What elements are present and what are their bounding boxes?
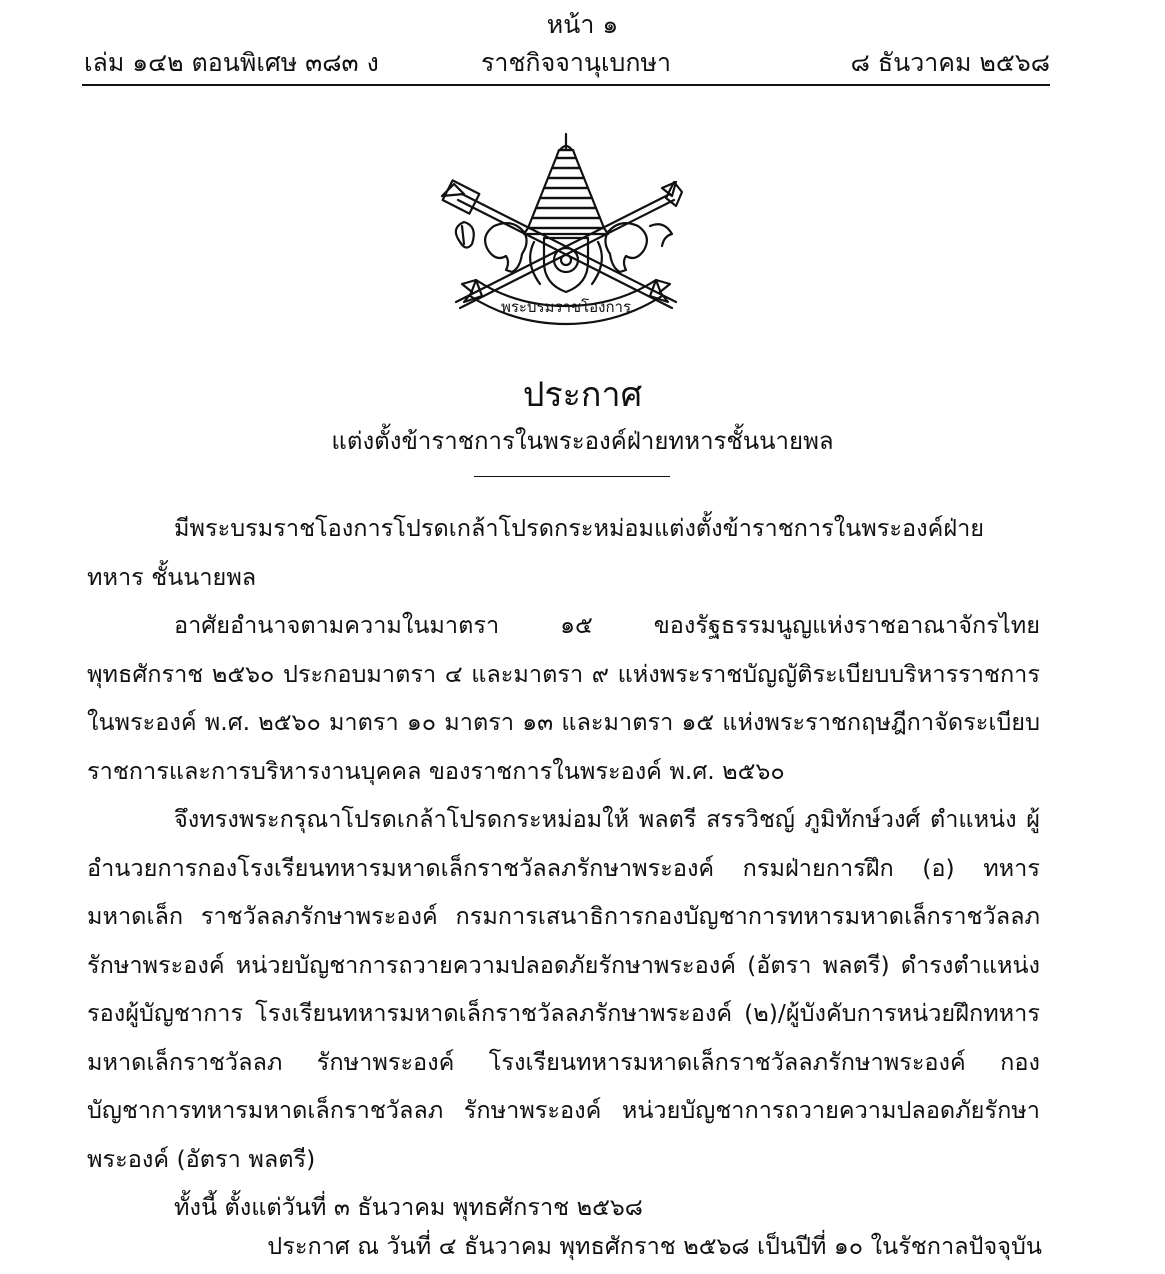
header-divider bbox=[82, 84, 1050, 86]
publication-name: ราชกิจจานุเบกษา bbox=[481, 48, 672, 77]
page-number: หน้า ๑ bbox=[546, 10, 619, 39]
announcement-date-line: ประกาศ ณ วันที่ ๔ ธันวาคม พุทธศักราช ๒๕๖๘ เป็นปีที่ ๑๐ ในรัชกาลปัจจุบัน bbox=[267, 1232, 1042, 1260]
gazette-header bbox=[84, 46, 1050, 80]
emblem-banner-text: พระบรมราชโองการ bbox=[500, 298, 632, 316]
body-paragraph-4: ทั้งนี้ ตั้งแต่วันที่ ๓ ธันวาคม พุทธศักราช ๒๕๖๘ bbox=[174, 1193, 643, 1221]
body-paragraph-2: อาศัยอำนาจตามความในมาตรา ๑๕ ของรัฐธรรมนูญแห่งราชอาณาจักรไทย พุทธศักราช ๒๕๖๐ ประกอบมาตรา ๔ และมาตรา ๙ แห่งพระราชบัญญัติระเบียบบริหารราชการในพระองค์ พ.ศ. ๒๕๖๐ มาตรา ๑๐ มาตรา ๑๓ และมาตรา ๑๕ แห่งพระราชกฤษฎีกาจัดระเบียบราชการและการบริหารงานบุคคล ของราชการในพระองค์ พ.ศ. ๒๕๖๐ bbox=[87, 611, 1040, 785]
announcement-body bbox=[87, 504, 1040, 1232]
body-paragraph-3: จึงทรงพระกรุณาโปรดเกล้าโปรดกระหม่อมให้ พลตรี สรรวิชญ์ ภูมิทักษ์วงศ์ ตำแหน่ง ผู้อำนวยการกองโรงเรียนทหารมหาดเล็กราชวัลลภรักษาพระองค์ กรมฝ่ายการฝึก (อ) ทหารมหาดเล็ก ราชวัลลภรักษาพระองค์ กรมการเสนาธิการกองบัญชาการทหารมหาดเล็กราชวัลลภรักษาพระองค์ หน่วยบัญชาการถวายความปลอดภัยรักษาพระองค์ (อัตรา พลตรี) ดำรงตำแหน่ง รองผู้บัญชาการ โรงเรียนทหารมหาดเล็กราชวัลลภรักษาพระองค์ (๒)/ผู้บังคับการหน่วยฝึกทหารมหาดเล็กราชวัลลภ รักษาพระองค์ โรงเรียนทหารมหาดเล็กราชวัลลภรักษาพระองค์ กองบัญชาการทหารมหาดเล็กราชวัลลภ รักษาพระองค์ หน่วยบัญชาการถวายความปลอดภัยรักษาพระองค์ (อัตรา พลตรี) bbox=[87, 805, 1040, 1173]
announcement-title: ประกาศ bbox=[522, 375, 643, 415]
body-paragraph-1: มีพระบรมราชโองการโปรดเกล้าโปรดกระหม่อมแต่งตั้งข้าราชการในพระองค์ฝ่ายทหาร ชั้นนายพล bbox=[87, 514, 985, 591]
title-divider bbox=[474, 476, 670, 477]
announcement-subtitle: แต่งตั้งข้าราชการในพระองค์ฝ่ายทหารชั้นนายพล bbox=[331, 427, 834, 455]
royal-seal-emblem-icon bbox=[436, 130, 696, 340]
publication-date: ๘ ธันวาคม ๒๕๖๘ bbox=[850, 48, 1050, 77]
volume-issue: เล่ม ๑๔๒ ตอนพิเศษ ๓๘๓ ง bbox=[84, 48, 379, 77]
